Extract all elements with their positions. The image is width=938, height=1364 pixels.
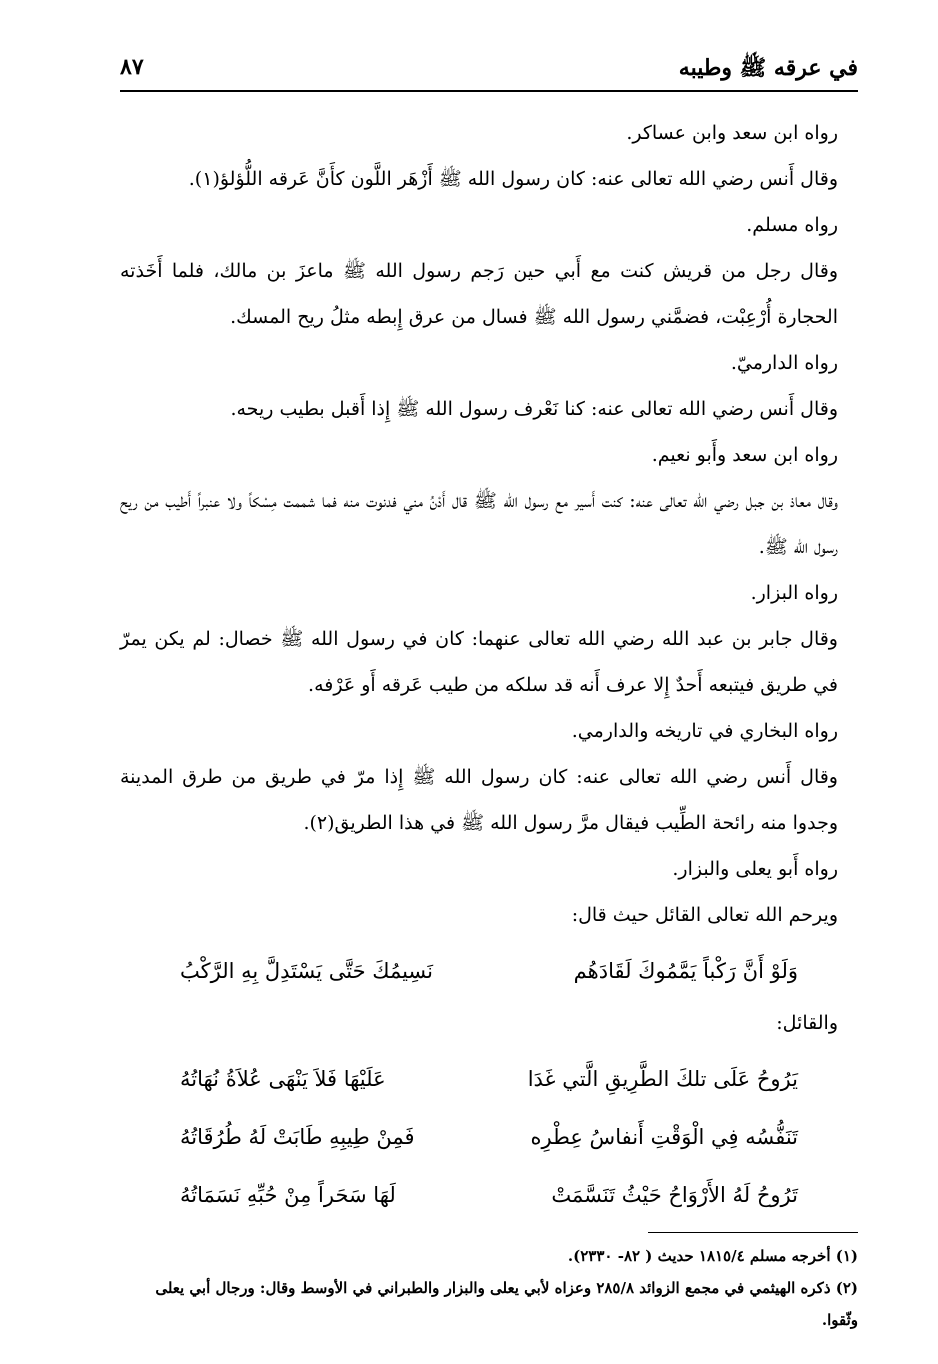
verse-second-hemistich: عَلَيْهَا فَلاَ يَنْهَى عُلاَةُ نُهَاتُهُ [180,1067,386,1091]
verse-second-hemistich: فَمِنْ طِيبِهِ طَابَتْ لَهُ طُرُقَاتُهُ [180,1125,415,1149]
verse [180,942,798,1000]
poem-2 [180,1050,798,1224]
paragraph: وقال رجل من قريش كنت مع أَبي حين رَجم رسول الله ﷺ ماعزَ بن مالك، فلما أَخَذته الحجارة أُرْعِبْت، فضمَّني رسول الله ﷺ فسال من عرق إِبطه مثلُ ريح المسك. [120,260,838,328]
paragraph: وقال أَنس رضي الله تعالى عنه: كان رسول الله ﷺ إِذا مرّ في طريق من طرق المدينة وجدوا منه رائحة الطِّيب فيقال مرَّ رسول الله ﷺ في هذا الطريق(٢). [120,766,838,834]
running-title: في عرقه ﷺ وطيبه [678,55,858,81]
paragraph: ويرحم الله تعالى القائل حيث قال: [571,904,838,926]
footnote: (٢) ذكره الهيثمي في مجمع الزوائد ٢٨٥/٨ وعزاه لأبي يعلى والبزار والطبراني في الأوسط وقال: ورجال أبي يعلى وثّقوا. [155,1279,858,1329]
verse-first-hemistich: يَرُوحُ عَلَى تلكَ الطَّرِيقِ الَّتي غَدَا [527,1067,798,1091]
paragraph: رواه البخاري في تاريخه والدارمي. [571,720,838,742]
paragraph: رواه مسلم. [746,214,838,236]
verse-first-hemistich: وَلَوْ أَنَّ رَكْباً يَمَّمُوكَ لَقَادَهُم [573,959,798,983]
verse-second-hemistich: نَسِيمُكَ حَتَّى يَسْتَدِلَّ بِهِ الرَّكْبُ [180,959,434,983]
footnotes [120,1240,858,1336]
paragraph: رواه البزار. [750,582,838,604]
paragraph: رواه ابن سعد وأَبو نعيم. [651,444,838,466]
paragraph: رواه ابن سعد وابن عساكر. [626,122,838,144]
verse [180,1108,798,1166]
verse [180,1050,798,1108]
poem-intro: والقائل: [776,1012,838,1034]
page-body [120,110,858,1224]
verse-first-hemistich: تَرُوحُ لَهُ الأَرْوَاحُ حَيْثُ تَنَسَّمَتْ [551,1183,798,1207]
verse-second-hemistich: لَهَا سَحَراً مِنْ حُبِّهِ نَسَمَاتُهُ [180,1183,396,1207]
paragraph: رواه الدارميّ. [730,352,838,374]
header-rule [120,90,858,92]
verse [180,1166,798,1224]
paragraph: وقال أَنس رضي الله تعالى عنه: كنا نَعْرف رسول الله ﷺ إِذا أَقبل بطيب ريحه. [230,398,838,420]
poem-1 [180,942,798,1000]
paragraph: وقال جابر بن عبد الله رضي الله تعالى عنهما: كان في رسول الله ﷺ خصال: لم يكن يمرّ في طريق فيتبعه أَحدٌ إِلا عرف أَنه قد سلكه من طيب عَرقه أَو عَرْفه. [120,628,838,696]
page-header [120,52,858,88]
paragraph: رواه أَبو يعلى والبزار. [672,858,838,880]
footnote: (١) أخرجه مسلم ١٨١٥/٤ حديث ( ٨٢- ٢٣٣٠). [567,1247,858,1265]
footnote-rule [648,1232,858,1233]
paragraph: وقال معاذ بن جبل رضي الله تعالى عنه: كنت أَسير مع رسول الله ﷺ قال أَدْنُ مني فدنوت منه فما شممت مِسْكاً ولا عنبراً أَطيب من ريح رسول الله ﷺ. [120,490,838,558]
paragraph: وقال أَنس رضي الله تعالى عنه: كان رسول الله ﷺ أَزْهَر اللَّون كأَنَّ عَرقه اللُّؤلؤ(١). [188,168,838,190]
verse-first-hemistich: تَنَفُّسُه فِي الْوَقْتِ أَنفاسُ عِطْرِه [530,1125,798,1149]
page-number: ٨٧ [120,54,144,80]
